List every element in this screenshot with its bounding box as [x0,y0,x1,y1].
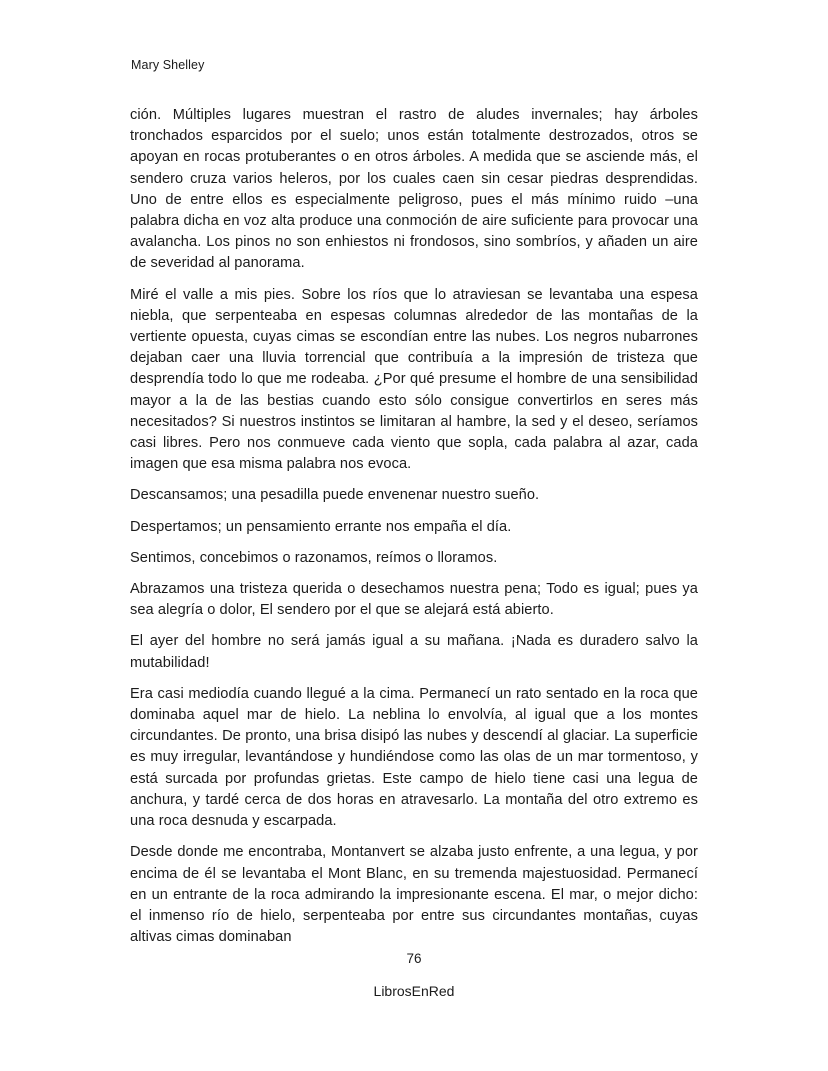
paragraph: Despertamos; un pensamiento errante nos empaña el día. [130,518,512,535]
paragraph: Abrazamos una tristeza querida o desechamos nuestra pena; Todo es igual; pues ya sea alegría o dolor, El sendero por el que se alejará está abierto. [130,581,698,619]
page-number: 76 [406,951,422,966]
publisher-imprint: LibrosEnRed [373,983,455,999]
running-head-author: Mary Shelley [131,58,205,72]
paragraph: El ayer del hombre no será jamás igual a su mañana. ¡Nada es duradero salvo la mutabilidad! [130,633,698,671]
paragraph: Miré el valle a mis pies. Sobre los ríos que lo atraviesan se levantaba una espesa niebla, que serpenteaba en espesas columnas alrededor de las montañas de la vertiente opuesta, cuyas cimas se escondían entre las nubes. Los negros nubarrones dejaban caer una lluvia torrencial que contribuía a la impresión de tristeza que desprendía todo lo que me rodeaba. ¿Por qué presume el hombre de una sensibilidad mayor a la de las bestias cuando esto sólo consigue convertirlos en seres más necesitados? Si nuestros instintos se limitaran al hambre, la sed y el deseo, seríamos casi libres. Pero nos conmueve cada viento que sopla, cada palabra al azar, cada imagen que esa misma palabra nos evoca. [130,286,698,473]
paragraph: Desde donde me encontraba, Montanvert se alzaba justo enfrente, a una legua, y por encima de él se levantaba el Mont Blanc, en su tremenda majestuosidad. Permanecí en un entrante de la roca admirando la impresionante escena. El mar, o mejor dicho: el inmenso río de hielo, serpenteaba por entre sus circundantes montañas, cuyas altivas cimas dominaban [130,844,698,946]
paragraph: Era casi mediodía cuando llegué a la cima. Permanecí un rato sentado en la roca que dominaba aquel mar de hielo. La neblina lo envolvía, al igual que a los montes circundantes. De pronto, una brisa disipó las nubes y descendí al glaciar. La superficie es muy irregular, levantándose y hundiéndose como las olas de un mar tormentoso, y está surcada por profundas grietas. Este campo de hielo tiene casi una legua de anchura, y tardé cerca de dos horas en atravesarlo. La montaña del otro extremo es una roca desnuda y escarpada. [130,685,698,830]
body-text-column [130,105,698,948]
paragraph: Descansamos; una pesadilla puede envenenar nuestro sueño. [130,487,540,504]
paragraph: ción. Múltiples lugares muestran el rastro de aludes invernales; hay árboles tronchados esparcidos por el suelo; unos están totalmente destrozados, otros se apoyan en rocas protuberantes o en otros árboles. A medida que se asciende más, el sendero cruza varios heleros, por los cuales caen sin cesar piedras desprendidas. Uno de entre ellos es especialmente peligroso, pues el más mínimo ruido –una palabra dicha en voz alta produce una conmoción de aire suficiente para provocar una avalancha. Los pinos no son enhiestos ni frondosos, sino sombríos, y añaden un aire de severidad al panorama. [130,107,698,272]
paragraph: Sentimos, concebimos o razonamos, reímos o lloramos. [130,549,498,566]
